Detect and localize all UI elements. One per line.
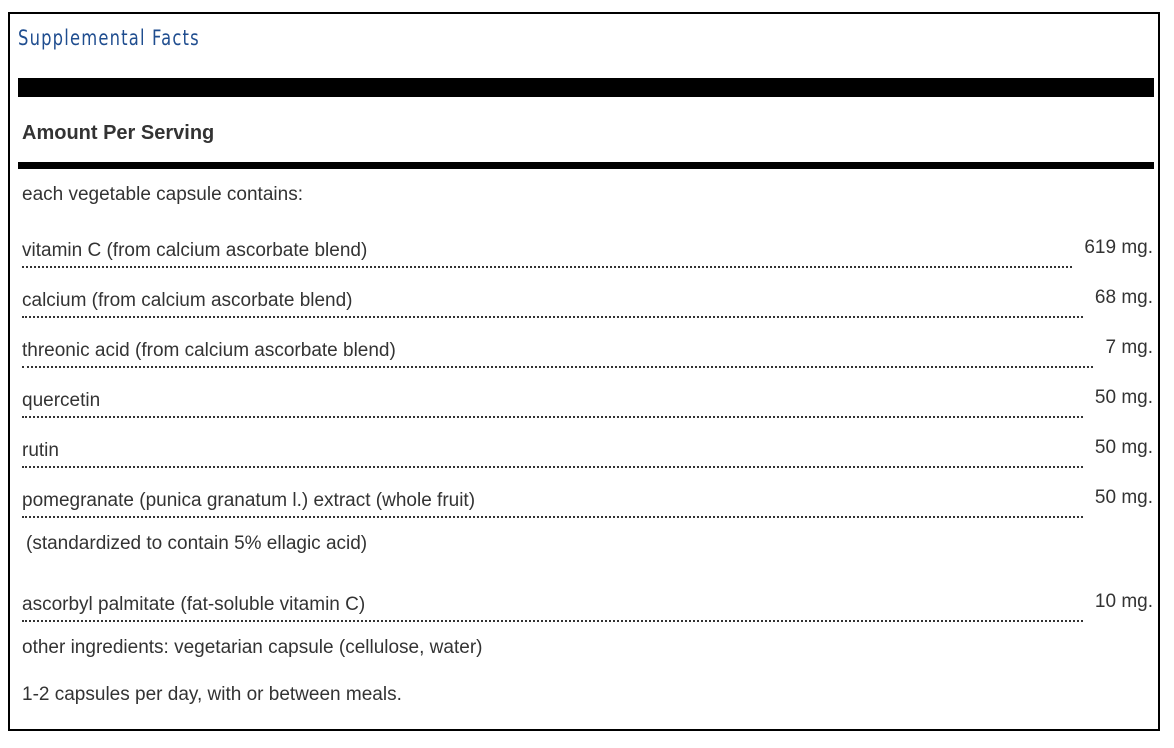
amount-per-serving-heading: Amount Per Serving bbox=[22, 122, 215, 144]
ingredient-name: pomegranate (punica granatum l.) extract (whole fruit) bbox=[22, 490, 1083, 518]
ingredient-row bbox=[22, 288, 1153, 318]
ingredient-amount: 619 mg. bbox=[1084, 237, 1153, 258]
standardized-note: (standardized to contain 5% ellagic acid) bbox=[26, 533, 368, 554]
ingredient-amount: 7 mg. bbox=[1105, 337, 1153, 358]
ingredient-row bbox=[22, 488, 1153, 518]
ingredient-amount: 50 mg. bbox=[1094, 387, 1153, 408]
other-ingredients: other ingredients: vegetarian capsule (cellulose, water) bbox=[22, 637, 483, 658]
ingredient-row bbox=[22, 388, 1153, 418]
ingredient-row bbox=[22, 238, 1153, 268]
ingredient-row bbox=[22, 438, 1153, 468]
divider-medium bbox=[18, 162, 1154, 169]
ingredient-amount: 10 mg. bbox=[1094, 591, 1153, 612]
ingredient-name: quercetin bbox=[22, 390, 1083, 418]
ingredient-name: calcium (from calcium ascorbate blend) bbox=[22, 290, 1083, 318]
intro-text: each vegetable capsule contains: bbox=[22, 184, 303, 205]
panel-title: Supplemental Facts bbox=[18, 26, 200, 50]
ingredient-name: ascorbyl palmitate (fat-soluble vitamin C) bbox=[22, 594, 1083, 622]
supplement-facts-panel bbox=[8, 12, 1160, 731]
ingredient-name: vitamin C (from calcium ascorbate blend) bbox=[22, 240, 1072, 268]
ingredient-name: threonic acid (from calcium ascorbate blend) bbox=[22, 340, 1093, 368]
ingredient-row bbox=[22, 592, 1153, 622]
divider-thick bbox=[18, 78, 1154, 97]
ingredient-amount: 50 mg. bbox=[1094, 437, 1153, 458]
ingredient-name: rutin bbox=[22, 440, 1083, 468]
ingredient-amount: 68 mg. bbox=[1094, 287, 1153, 308]
ingredient-amount: 50 mg. bbox=[1094, 487, 1153, 508]
ingredient-row bbox=[22, 338, 1153, 368]
directions: 1-2 capsules per day, with or between meals. bbox=[22, 684, 402, 705]
